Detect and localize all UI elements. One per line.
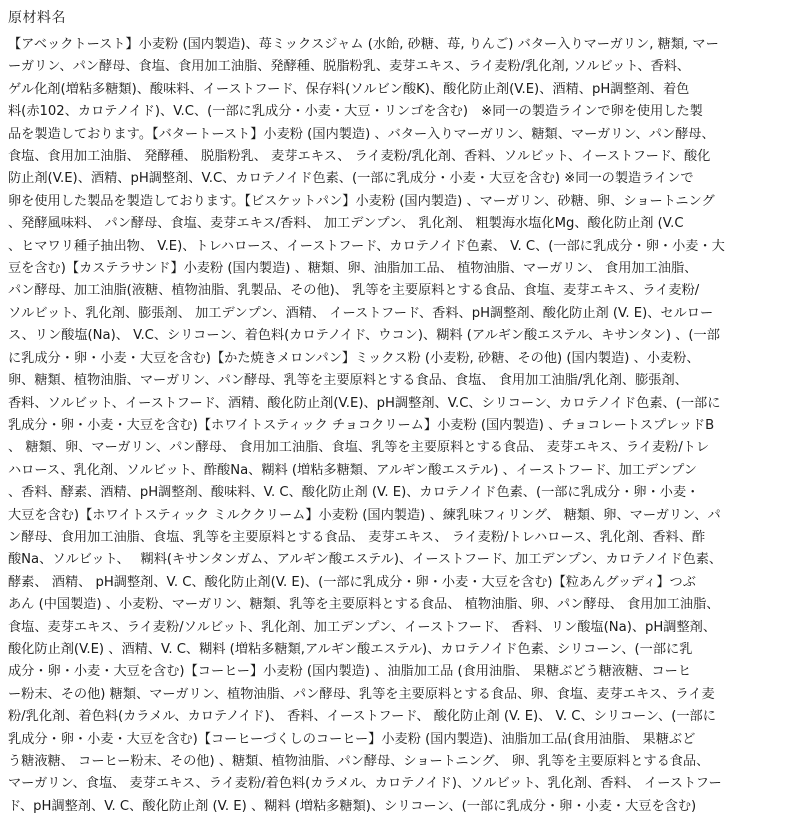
ingredient-line: 、発酵風味料、 パン酵母、食塩、麦芽エキス/香料、 加工デンプン、 乳化剤、 粗製海水塩化Mg、酸化防止剤 (V.C	[8, 216, 684, 232]
ingredient-line: ン酵母、食用加工油脂、食塩、乳等を主要原料とする食品、 麦芽エキス、 ライ麦粉/トレハロース、乳化剤、香料、酢	[8, 529, 706, 545]
ingredient-line: 卵、糖類、植物油脂、マーガリン、パン酵母、乳等を主要原料とする食品、食塩、 食用加工油脂/乳化剤、膨張剤、	[8, 373, 688, 389]
ingredient-line: 豆を含む)【カステラサンド】小麦粉 (国内製造) 、糖類、卵、油脂加工品、 植物油脂、マーガリン、 食用加工油脂、	[8, 261, 698, 277]
ingredient-line: ス、リン酸塩(Na)、 V.C、シリコーン、着色料(カロテノイド、ウコン)、糊料 (アルギン酸エステル、キサンタン) 、(一部	[8, 328, 720, 344]
ingredient-line: う糖液糖、 コーヒー粉末、その他) 、糖類、植物油脂、パン酵母、ショートニング、 卵、乳等を主要原料とする食品、	[8, 754, 710, 769]
ingredient-line: 、香料、酵素、酒精、pH調整剤、酸味料、V. C、酸化防止剤 (V. E)、カロテノイド色素、(一部に乳成分・卵・小麦・	[8, 485, 700, 501]
ingredient-line: 乳成分・卵・小麦・大豆を含む)【ホワイトスティック チョコクリーム】小麦粉 (国内製造) 、チョコレートスプレッドB	[8, 417, 715, 433]
ingredient-line: パン酵母、加工油脂(液糖、植物油脂、乳製品、その他)、 乳等を主要原料とする食品、食塩、麦芽エキス、ライ麦粉/	[8, 283, 700, 299]
ingredient-line: ハロース、乳化剤、ソルビット、酢酸Na、糊料 (増粘多糖類、アルギン酸エステル) 、イーストフード、加工デンプン	[8, 462, 697, 478]
ingredient-line: 防止剤(V.E)、酒精、pH調整剤、V.C、カロテノイド色素、(一部に乳成分・小麦・大豆を含む) ※同一の製造ラインで	[8, 171, 694, 187]
ingredient-line: 食塩、食用加工油脂、 発酵種、 脱脂粉乳、 麦芽エキス、 ライ麦粉/乳化剤、香料、ソルビット、イーストフード、酸化	[8, 149, 711, 165]
ingredient-line: 、ヒマワリ種子抽出物、 V.E)、トレハロース、イーストフード、カロテノイド色素、 V. C、(一部に乳成分・卵・小麦・大	[8, 238, 725, 254]
ingredient-line: 酸Na、ソルビット、 糊料(キサンタンガム、アルギン酸エステル)、イーストフード、加工デンプン、カロテノイド色素、	[8, 552, 723, 568]
ingredient-line: ーガリン、パン酵母、食塩、食用加工油脂、発酵種、脱脂粉乳、麦芽エキス、ライ麦粉/乳化剤, ソルビット、香料、	[8, 59, 691, 75]
ingredient-line: 酵素、 酒精、 pH調整剤、V. C、酸化防止剤(V. E)、(一部に乳成分・卵・小麦・大豆を含む)【粒あんグッディ】つぶ	[8, 574, 696, 590]
ingredient-line: 乳成分・卵・小麦・大豆を含む)【コーヒーづくしのコーヒー】小麦粉 (国内製造)、油脂加工品(食用油脂、 果糖ぶど	[8, 731, 696, 747]
ingredient-line: ゲル化剤(増粘多糖類)、酸味料、イーストフード、保存料(ソルビン酸K)、酸化防止剤(V.E)、酒精、pH調整剤、着色	[8, 81, 690, 97]
ingredient-line: 料(赤102、カロテノイド)、V.C、(一部に乳成分・小麦・大豆・リンゴを含む) ※同一の製造ラインで卵を使用した製	[8, 104, 703, 120]
ingredient-line: 成分・卵・小麦・大豆を含む)【コーヒー】小麦粉 (国内製造) 、油脂加工品 (食用油脂、 果糖ぶどう糖液糖、コーヒ	[8, 664, 692, 680]
ingredient-line: 酸化防止剤(V.E) 、酒精、V. C、糊料 (増粘多糖類,アルギン酸エステル)、カロテノイド色素、シリコーン、(一部に乳	[8, 641, 693, 657]
ingredient-line: ー粉末、その他) 糖類、マーガリン、植物油脂、パン酵母、乳等を主要原料とする食品、卵、食塩、麦芽エキス、ライ麦	[8, 686, 715, 702]
ingredient-line: 粉/乳化剤、着色料(カラメル、カロテノイド)、 香料、イーストフード、 酸化防止剤 (V. E)、 V. C、シリコーン、(一部に	[8, 709, 716, 725]
ingredient-line: ド、pH調整剤、V. C、酸化防止剤 (V. E) 、糊料 (増粘多糖類)、シリコーン、(一部に乳成分・卵・小麦・大豆を含む)	[8, 798, 697, 814]
ingredients-text	[8, 34, 792, 818]
ingredients-label	[8, 8, 792, 814]
ingredient-line: 品を製造しております。【バタートースト】小麦粉 (国内製造) 、バター入りマーガリン、糖類、マーガリン、パン酵母、	[8, 126, 715, 142]
ingredient-line: 香料、ソルビット、イーストフード、酒精、酸化防止剤(V.E)、pH調整剤、V.C、シリコーン、カロテノイド色素、(一部に	[8, 395, 721, 411]
ingredient-line: に乳成分・卵・小麦・大豆を含む)【かた焼きメロンパン】ミックス粉 (小麦粉, 砂糖、その他) (国内製造) 、小麦粉、	[8, 350, 700, 366]
ingredient-line: ソルビット、乳化剤、膨張剤、 加工デンプン、酒精、 イーストフード、香料、pH調整剤、酸化防止剤 (V. E)、セルロー	[8, 305, 714, 321]
ingredient-line: マーガリン、食塩、 麦芽エキス、ライ麦粉/着色料(カラメル、カロテノイド)、ソルビット、乳化剤、香料、 イーストフー	[8, 776, 722, 792]
ingredient-line: 【アベックトースト】小麦粉 (国内製造)、苺ミックスジャム (水飴, 砂糖、苺, りんご) バター入りマーガリン, 糖類, マー	[8, 37, 719, 52]
page-title: 原材料名	[8, 10, 66, 26]
ingredient-line: あん (中国製造) 、小麦粉、マーガリン、糖類、乳等を主要原料とする食品、 植物油脂、卵、パン酵母、 食用加工油脂、	[8, 597, 720, 613]
ingredient-line: 、 糖類、卵、マーガリン、パン酵母、 食用加工油脂、食塩、乳等を主要原料とする食品、 麦芽エキス、ライ麦粉/トレ	[8, 440, 710, 456]
ingredient-line: 食塩、麦芽エキス、ライ麦粉/ソルビット、乳化剤、加工デンプン、イーストフード、 香料、リン酸塩(Na)、pH調整剤、	[8, 619, 717, 635]
ingredient-line: 卵を使用した製品を製造しております。【ビスケットパン】小麦粉 (国内製造) 、マーガリン、砂糖、卵、ショートニング	[8, 193, 715, 209]
ingredient-line: 大豆を含む)【ホワイトスティック ミルククリーム】小麦粉 (国内製造) 、練乳味フィリング、 糖類、卵、マーガリン、パ	[8, 507, 721, 523]
